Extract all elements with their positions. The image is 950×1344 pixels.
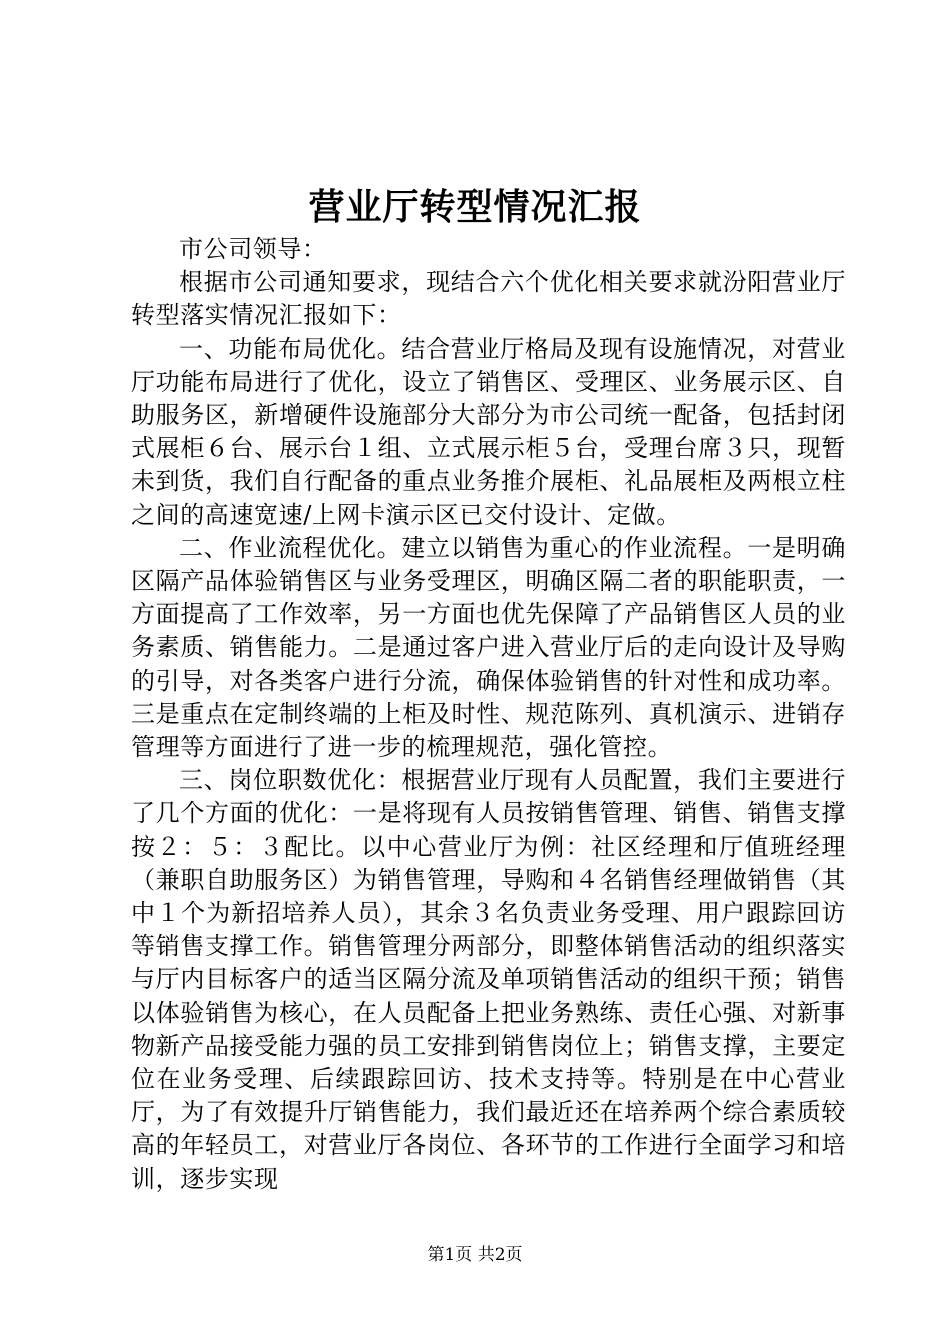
paragraph-intro: 根据市公司通知要求，现结合六个优化相关要求就汾阳营业厅转型落实情况汇报如下： <box>131 268 846 330</box>
paragraph-workflow-optimization: 二、作业流程优化。建立以销售为重心的作业流程。一是明确区隔产品体验销售区与业务受理区，明确区隔二者的职能职责，一方面提高了工作效率，另一方面也优先保障了产品销售区人员的业务素质、销售能力。二是通过客户进入营业厅后的走向设计及导购的引导，对各类客户进行分流，确保体验销售的针对性和成功率。三是重点在定制终端的上柜及时性、规范陈列、真机演示、进销存管理等方面进行了进一步的梳理规范，强化管控。 <box>131 533 846 762</box>
paragraph-layout-optimization: 一、功能布局优化。结合营业厅格局及现有设施情况，对营业厅功能布局进行了优化，设立了销售区、受理区、业务展示区、自助服务区，新增硬件设施部分大部分为市公司统一配备，包括封闭式展柜６台、展示台１组、立式展示柜５台，受理台席３只，现暂未到货，我们自行配备的重点业务推介展柜、礼品展柜及两根立柱之间的高速宽速/上网卡演示区已交付设计、定做。 <box>131 334 846 529</box>
document-title: 营业厅转型情况汇报 <box>308 186 642 228</box>
salutation: 市公司领导： <box>179 235 327 263</box>
document-body <box>131 233 846 1196</box>
page-footer: 第1页 共2页 <box>427 1245 523 1265</box>
paragraph-position-optimization: 三、岗位职数优化：根据营业厅现有人员配置，我们主要进行了几个方面的优化：一是将现有人员按销售管理、销售、销售支撑按２：５：３配比。以中心营业厅为例：社区经理和厅值班经理（兼职自助服务区）为销售管理，导购和４名销售经理做销售（其中１个为新招培养人员），其余３名负责业务受理、用户跟踪回访等销售支撑工作。销售管理分两部分，即整体销售活动的组织落实与厅内目标客户的适当区隔分流及单项销售活动的组织干预；销售以体验销售为核心，在人员配备上把业务熟练、责任心强、对新事物新产品接受能力强的员工安排到销售岗位上；销售支撑，主要定位在业务受理、后续跟踪回访、技术支持等。特别是在中心营业厅，为了有效提升厅销售能力，我们最近还在培养两个综合素质较高的年轻员工，对营业厅各岗位、各环节的工作进行全面学习和培训，逐步实现 <box>131 766 846 1193</box>
